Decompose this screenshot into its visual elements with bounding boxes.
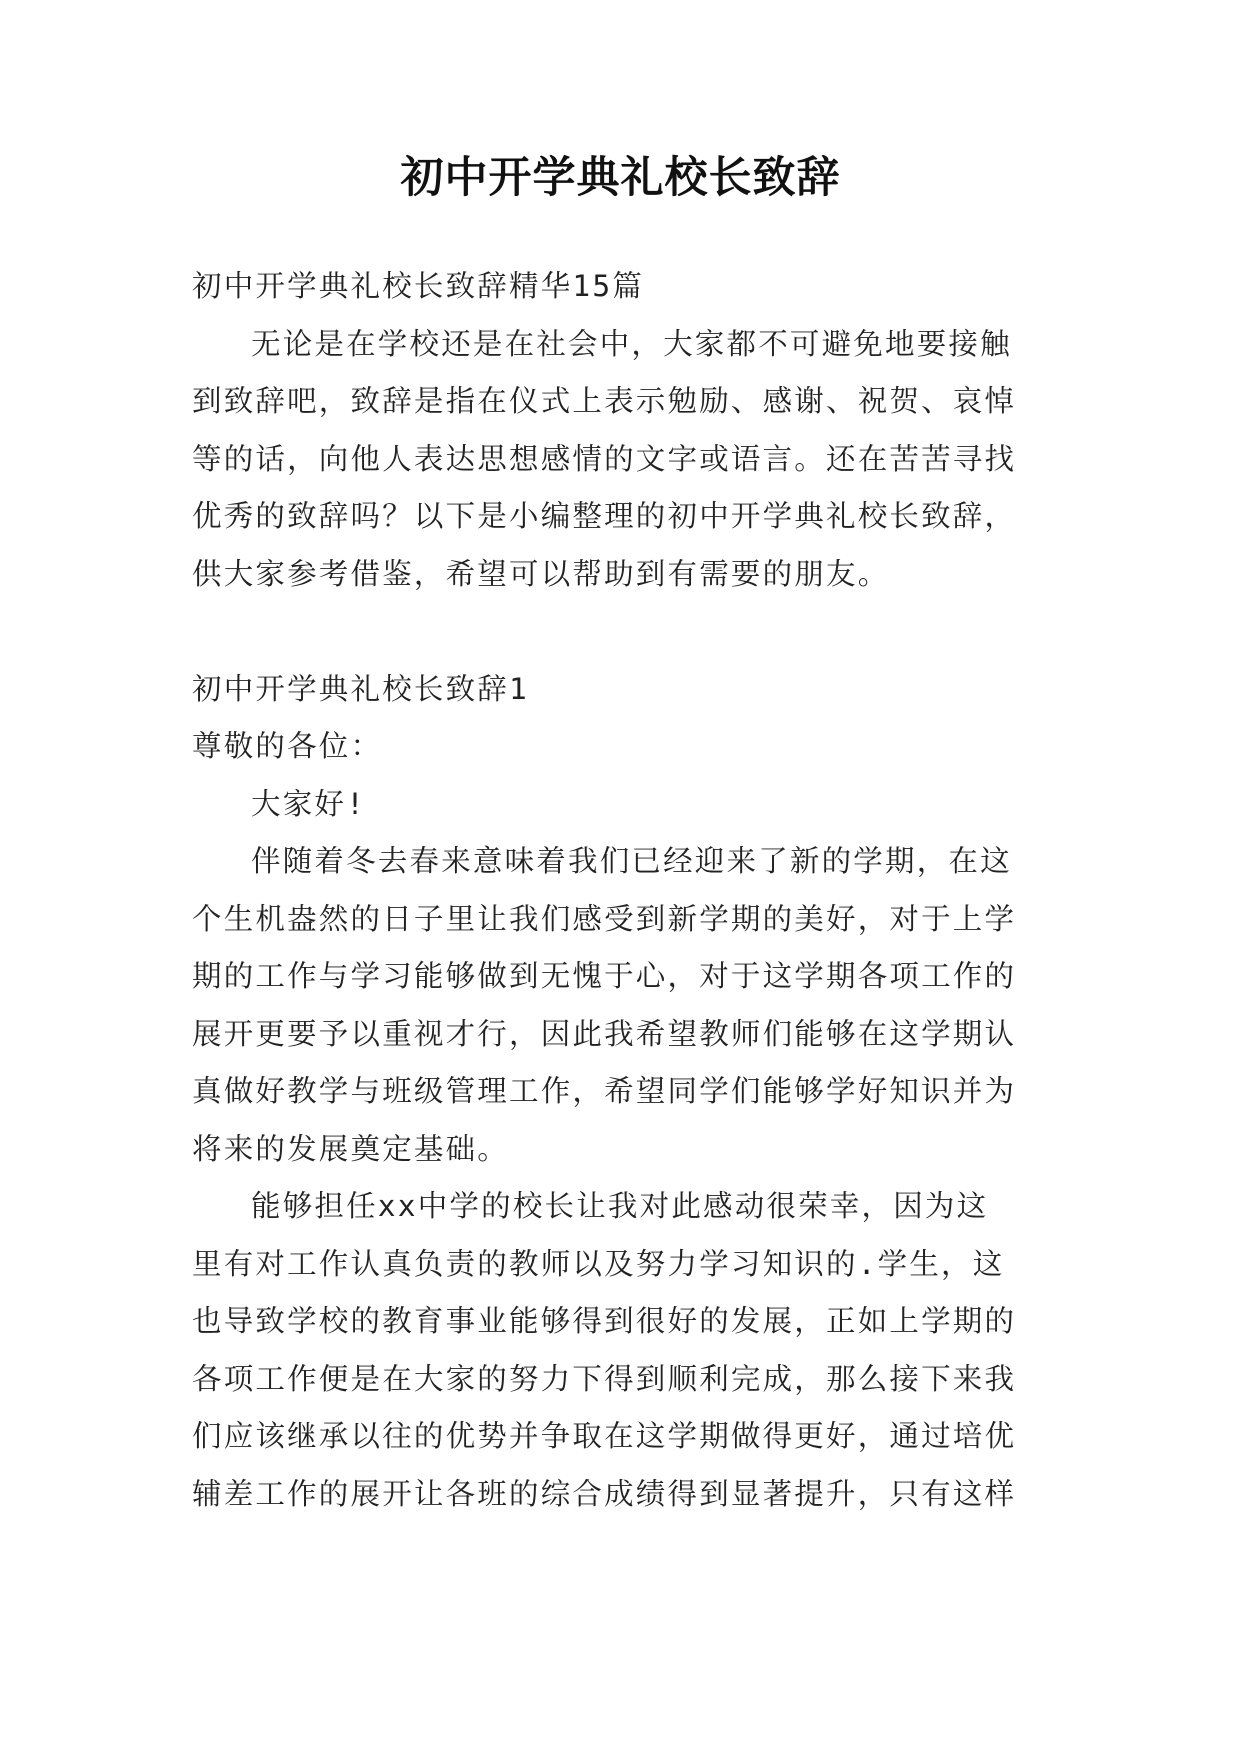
- document-title: 初中开学典礼校长致辞: [400, 153, 841, 203]
- paragraph-line: 也导致学校的教育事业能够得到很好的发展，正如上学期的: [192, 1304, 1017, 1338]
- paragraph-line: 展开更要予以重视才行，因此我希望教师们能够在这学期认: [192, 1016, 1017, 1051]
- paragraph-line: 们应该继承以往的优势并争取在这学期做得更好，通过培优: [192, 1419, 1017, 1453]
- paragraph-gap: [192, 603, 1067, 661]
- paragraph-line: 能够担任xx中学的校长让我对此感动很荣幸，因为这: [251, 1189, 989, 1223]
- intro-line: 无论是在学校还是在社会中，大家都不可避免地要接触: [251, 326, 1012, 361]
- paragraph-line: 真做好教学与班级管理工作，希望同学们能够学好知识并为: [192, 1074, 1017, 1108]
- greeting: 大家好!: [251, 786, 367, 821]
- intro-line: 优秀的致辞吗？以下是小编整理的初中开学典礼校长致辞，: [192, 499, 1017, 533]
- paragraph-line: 伴随着冬去春来意味着我们已经迎来了新的学期，在这: [251, 844, 1012, 878]
- subtitle: 初中开学典礼校长致辞精华15篇: [192, 269, 645, 303]
- paragraph-line: 期的工作与学习能够做到无愧于心，对于这学期各项工作的: [192, 959, 1017, 993]
- intro-line: 到致辞吧，致辞是指在仪式上表示勉励、感谢、祝贺、哀悼: [192, 384, 1017, 418]
- paragraph-line: 将来的发展奠定基础。: [192, 1131, 510, 1166]
- intro-line: 供大家参考借鉴，希望可以帮助到有需要的朋友。: [192, 556, 890, 591]
- salutation: 尊敬的各位：: [192, 729, 383, 763]
- section-heading: 初中开学典礼校长致辞1: [192, 671, 529, 706]
- paragraph-line: 各项工作便是在大家的努力下得到顺利完成，那么接下来我: [192, 1361, 1017, 1396]
- document-body: [192, 258, 1067, 1523]
- paragraph-line: 辅差工作的展开让各班的综合成绩得到显著提升，只有这样: [192, 1476, 1017, 1511]
- paragraph-line: 个生机盎然的日子里让我们感受到新学期的美好，对于上学: [192, 901, 1017, 936]
- intro-line: 等的话，向他人表达思想感情的文字或语言。还在苦苦寻找: [192, 441, 1017, 476]
- paragraph-line: 里有对工作认真负责的教师以及努力学习知识的.学生，这: [192, 1246, 1005, 1281]
